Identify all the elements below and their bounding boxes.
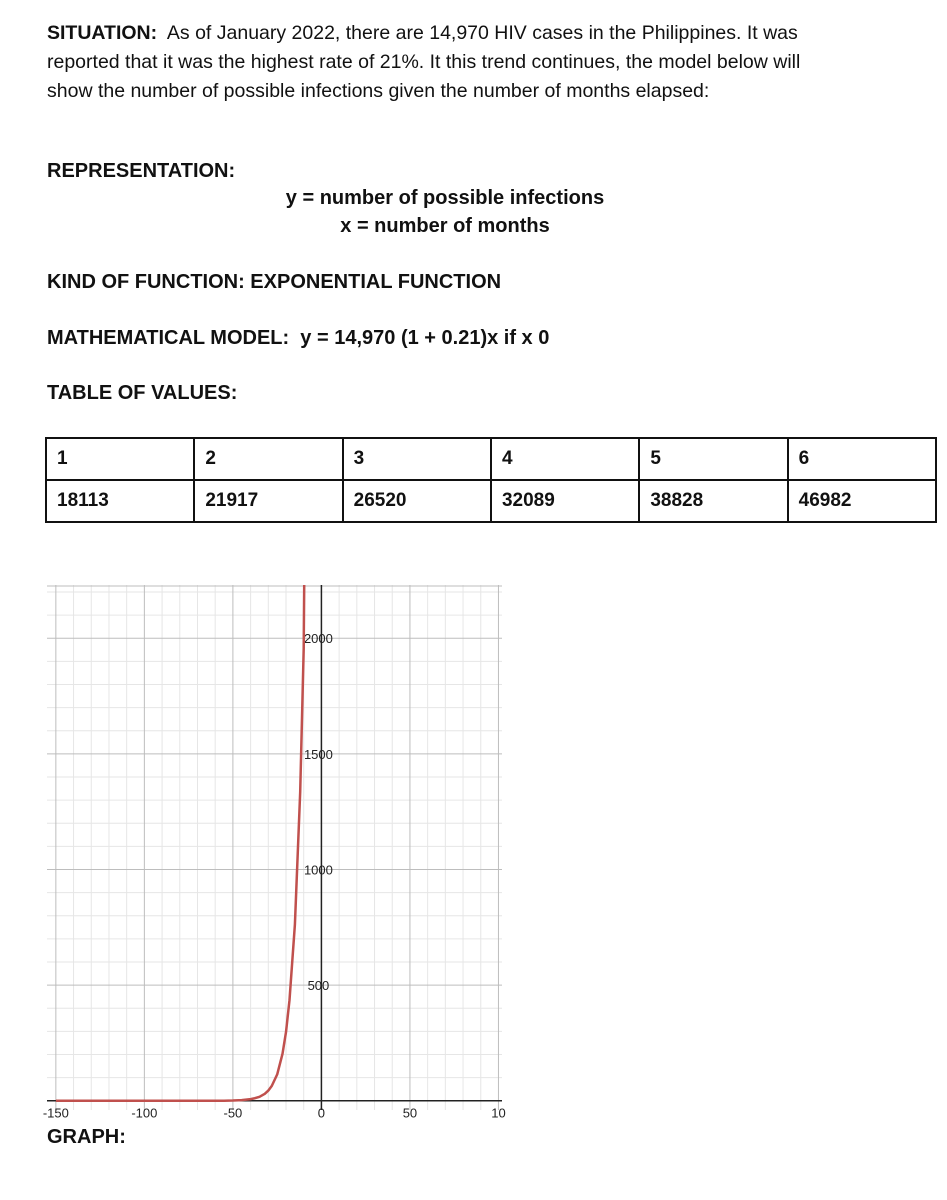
- situation-label: SITUATION:: [47, 22, 158, 44]
- table-cell: 1: [46, 438, 194, 480]
- representation-x-definition: x = number of months: [340, 215, 550, 237]
- table-cell: 3: [343, 438, 491, 480]
- exponential-graph: [42, 585, 506, 1121]
- table-row-values: [46, 480, 936, 522]
- table-of-values: [45, 437, 937, 523]
- y-tick-label: 1000: [303, 862, 333, 878]
- table-cell: 4: [491, 438, 639, 480]
- x-tick-label: 50: [402, 1105, 418, 1121]
- table-cell: 2: [194, 438, 342, 480]
- x-tick-label: -50: [223, 1105, 243, 1121]
- table-heading: TABLE OF VALUES:: [47, 382, 238, 404]
- representation-y-definition: y = number of possible infections: [285, 187, 605, 209]
- table-cell: 21917: [194, 480, 342, 522]
- table-row-months: [46, 438, 936, 480]
- representation-heading: REPRESENTATION:: [47, 160, 236, 182]
- table-cell: 6: [788, 438, 936, 480]
- situation-text: As of January 2022, there are 14,970 HIV cases in the Philippines. It was reported that it was the highest rate of 21%. It this trend continues, the model below will show the number of possible infections given the number of months elapsed:: [47, 22, 801, 102]
- x-tick-label: -100: [131, 1105, 158, 1121]
- table-cell: 32089: [491, 480, 639, 522]
- x-tick-label: -150: [42, 1105, 69, 1121]
- mathematical-model: MATHEMATICAL MODEL: y = 14,970 (1 + 0.21)x if x 0: [47, 327, 550, 349]
- kind-of-function: KIND OF FUNCTION: EXPONENTIAL FUNCTION: [47, 271, 502, 293]
- y-tick-label: 2000: [303, 631, 333, 647]
- situation-paragraph: [47, 19, 847, 106]
- x-tick-label: 10: [491, 1105, 506, 1121]
- table-cell: 26520: [343, 480, 491, 522]
- y-tick-label: 500: [307, 978, 330, 994]
- table-cell: 18113: [46, 480, 194, 522]
- x-tick-label: 0: [317, 1105, 326, 1121]
- table-cell: 46982: [788, 480, 936, 522]
- table-cell: 5: [639, 438, 787, 480]
- table-cell: 38828: [639, 480, 787, 522]
- graph-heading: GRAPH:: [47, 1126, 126, 1148]
- y-tick-label: 1500: [303, 746, 333, 762]
